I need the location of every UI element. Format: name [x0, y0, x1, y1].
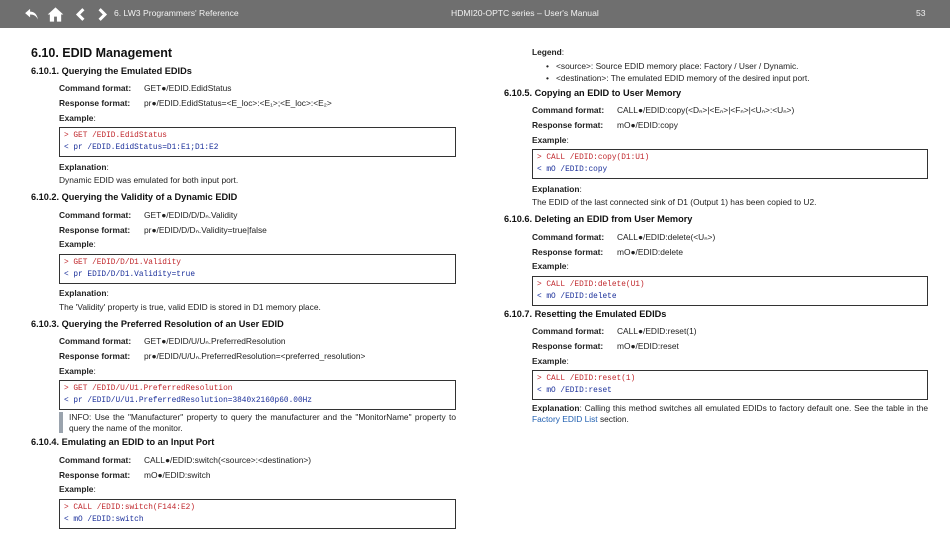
factory-edid-list-link[interactable]: Factory EDID List [532, 413, 598, 424]
command-format-value: CALL●/EDID:copy(<Dₙ>|<Eₙ>|<Fₙ>|<Uₙ>:<Uₙ>) [617, 105, 795, 116]
response-line: < pr /EDID.EdidStatus=D1:E1;D1:E2 [64, 144, 219, 153]
response-format-row [532, 245, 928, 260]
command-format-label: Command format: [59, 209, 132, 220]
response-line: < mO /EDID:switch [64, 515, 144, 524]
response-format-label: Response format: [59, 98, 131, 109]
nav-buttons [0, 5, 112, 23]
command-format-row [532, 230, 928, 245]
request-line: > CALL /EDID:delete(U1) [537, 280, 645, 289]
right-column [504, 47, 928, 424]
explanation-label: Explanation : [532, 183, 582, 194]
example-label: Example : [532, 134, 569, 145]
response-format-label: Response format: [59, 224, 131, 235]
legend-list [556, 61, 928, 85]
example-label: Example : [532, 261, 569, 272]
response-format-row [59, 468, 456, 483]
request-line: > GET /EDID/U/U1.PreferredResolution [64, 385, 233, 394]
legend-label: Legend: [532, 47, 565, 57]
subsection-title: 6.10.3. Querying the Preferred Resolution of an User EDID [31, 318, 284, 329]
example-box [532, 276, 928, 306]
back-icon[interactable] [22, 5, 40, 23]
legend-item: • <destination>: The emulated EDID memory of the desired input port. [556, 73, 928, 85]
legend-item: • <source>: Source EDID memory place: Factory / User / Dynamic. [556, 61, 928, 73]
response-format-row [532, 339, 928, 354]
request-line: > CALL /EDID:reset(1) [537, 375, 636, 383]
example-box [532, 149, 928, 179]
response-format-label: Response format: [532, 246, 604, 257]
command-format-label: Command format: [532, 326, 605, 337]
response-line: < pr EDID/D/D1.Validity=true [64, 270, 196, 279]
response-format-row [59, 349, 456, 364]
command-format-value: GET●/EDID/D/Dₙ.Validity [144, 209, 238, 220]
command-format-row [59, 334, 456, 349]
example-box [59, 127, 456, 157]
example-label: Example : [59, 365, 96, 376]
response-format-row [532, 118, 928, 133]
prev-icon[interactable] [70, 5, 88, 23]
command-format-label: Command format: [59, 454, 132, 465]
response-line: < mO /EDID:copy [537, 166, 608, 174]
response-format-value: pr●/EDID.EdidStatus=<E_loc>:<E₁>;<E_loc>:<E₂> [144, 98, 332, 109]
example-box [59, 499, 456, 529]
command-format-label: Command format: [532, 105, 605, 116]
explanation-text: The EDID of the last connected sink of D1 (Output 1) has been copied to U2. [532, 197, 817, 207]
legend [532, 47, 928, 85]
subsection-title: 6.10.1. Querying the Emulated EDIDs [31, 65, 192, 76]
explanation-label: Explanation [532, 403, 580, 413]
response-format-label: Response format: [59, 469, 131, 480]
response-line: < pr /EDID/U/U1.PreferredResolution=3840x2160p60.00Hz [64, 397, 312, 406]
subsection-title: 6.10.5. Copying an EDID to User Memory [504, 87, 682, 98]
next-icon[interactable] [94, 5, 112, 23]
command-format-row [59, 208, 456, 223]
response-format-value: mO●/EDID:switch [144, 469, 211, 480]
request-line: > CALL /EDID:switch(F144:E2) [64, 503, 196, 512]
explanation-label: Explanation : [59, 161, 109, 172]
subsection-title: 6.10.4. Emulating an EDID to an Input Port [31, 437, 215, 448]
example-box [59, 254, 456, 284]
response-format-row [59, 223, 456, 238]
response-format-value: mO●/EDID:reset [617, 341, 679, 352]
example-label: Example : [59, 239, 96, 250]
command-format-value: CALL●/EDID:delete(<Uₙ>) [617, 231, 716, 242]
request-line: > GET /EDID/D/D1.Validity [64, 258, 181, 267]
document-title: HDMI20-OPTC series – User's Manual [451, 8, 599, 18]
response-format-value: mO●/EDID:delete [617, 246, 684, 257]
command-format-row [532, 324, 928, 339]
response-format-label: Response format: [59, 351, 131, 362]
response-line: < mO /EDID:reset [537, 387, 612, 395]
command-format-label: Command format: [532, 231, 605, 242]
home-icon[interactable] [46, 5, 64, 23]
explanation-text: The 'Validity' property is true, valid EDID is stored in D1 memory place. [59, 301, 321, 312]
response-format-value: pr●/EDID/U/Uₙ.PreferredResolution=<preferred_resolution> [144, 351, 366, 362]
command-format-value: GET●/EDID.EdidStatus [144, 83, 232, 94]
request-line: > GET /EDID.EdidStatus [64, 132, 167, 141]
command-format-value: GET●/EDID/U/Uₙ.PreferredResolution [144, 336, 286, 347]
page-number: 53 [916, 8, 926, 18]
top-bar [0, 0, 950, 28]
example-box [532, 370, 928, 400]
command-format-row [59, 453, 456, 468]
explanation-tail: section. [599, 413, 629, 424]
command-format-row [532, 103, 928, 118]
response-format-value: pr●/EDID/D/Dₙ.Validity=true|false [144, 224, 267, 235]
explanation-label: Explanation : [59, 288, 109, 299]
example-label: Example : [59, 112, 96, 123]
subsection-title: 6.10.2. Querying the Validity of a Dynamic EDID [31, 192, 238, 203]
explanation-paragraph: Explanation: Calling this method switches all emulated EDIDs to factory default one. See the table in the Factory EDID List section. [532, 403, 929, 424]
info-note: INFO: Use the "Manufacturer" property to query the manufacturer and the "MonitorName" property to query the name of the monitor. [59, 412, 456, 433]
response-format-label: Response format: [532, 120, 604, 131]
command-format-value: CALL●/EDID:reset(1) [617, 326, 697, 337]
left-column [31, 46, 456, 532]
example-label: Example : [532, 355, 569, 366]
explanation-text: Calling this method switches all emulated EDIDs to factory default one. See the table in the [584, 403, 929, 413]
section-title: 6.10. EDID Management [31, 46, 173, 60]
response-format-value: mO●/EDID:copy [617, 120, 678, 131]
request-line: > CALL /EDID:copy(D1:U1) [537, 154, 650, 162]
subsection-title: 6.10.6. Deleting an EDID from User Memory [504, 214, 693, 224]
response-format-label: Response format: [532, 341, 604, 352]
response-line: < mO /EDID:delete [537, 292, 617, 301]
command-format-label: Command format: [59, 336, 132, 347]
subsection-title: 6.10.7. Resetting the Emulated EDIDs [504, 308, 667, 319]
example-box [59, 380, 456, 410]
example-label: Example : [59, 484, 96, 495]
command-format-value: CALL●/EDID:switch(<source>:<destination>) [144, 454, 312, 465]
command-format-row [59, 81, 456, 96]
command-format-label: Command format: [59, 83, 132, 94]
chapter-title: 6. LW3 Programmers' Reference [114, 8, 239, 18]
response-format-row [59, 96, 456, 111]
explanation-text: Dynamic EDID was emulated for both input port. [59, 175, 239, 186]
